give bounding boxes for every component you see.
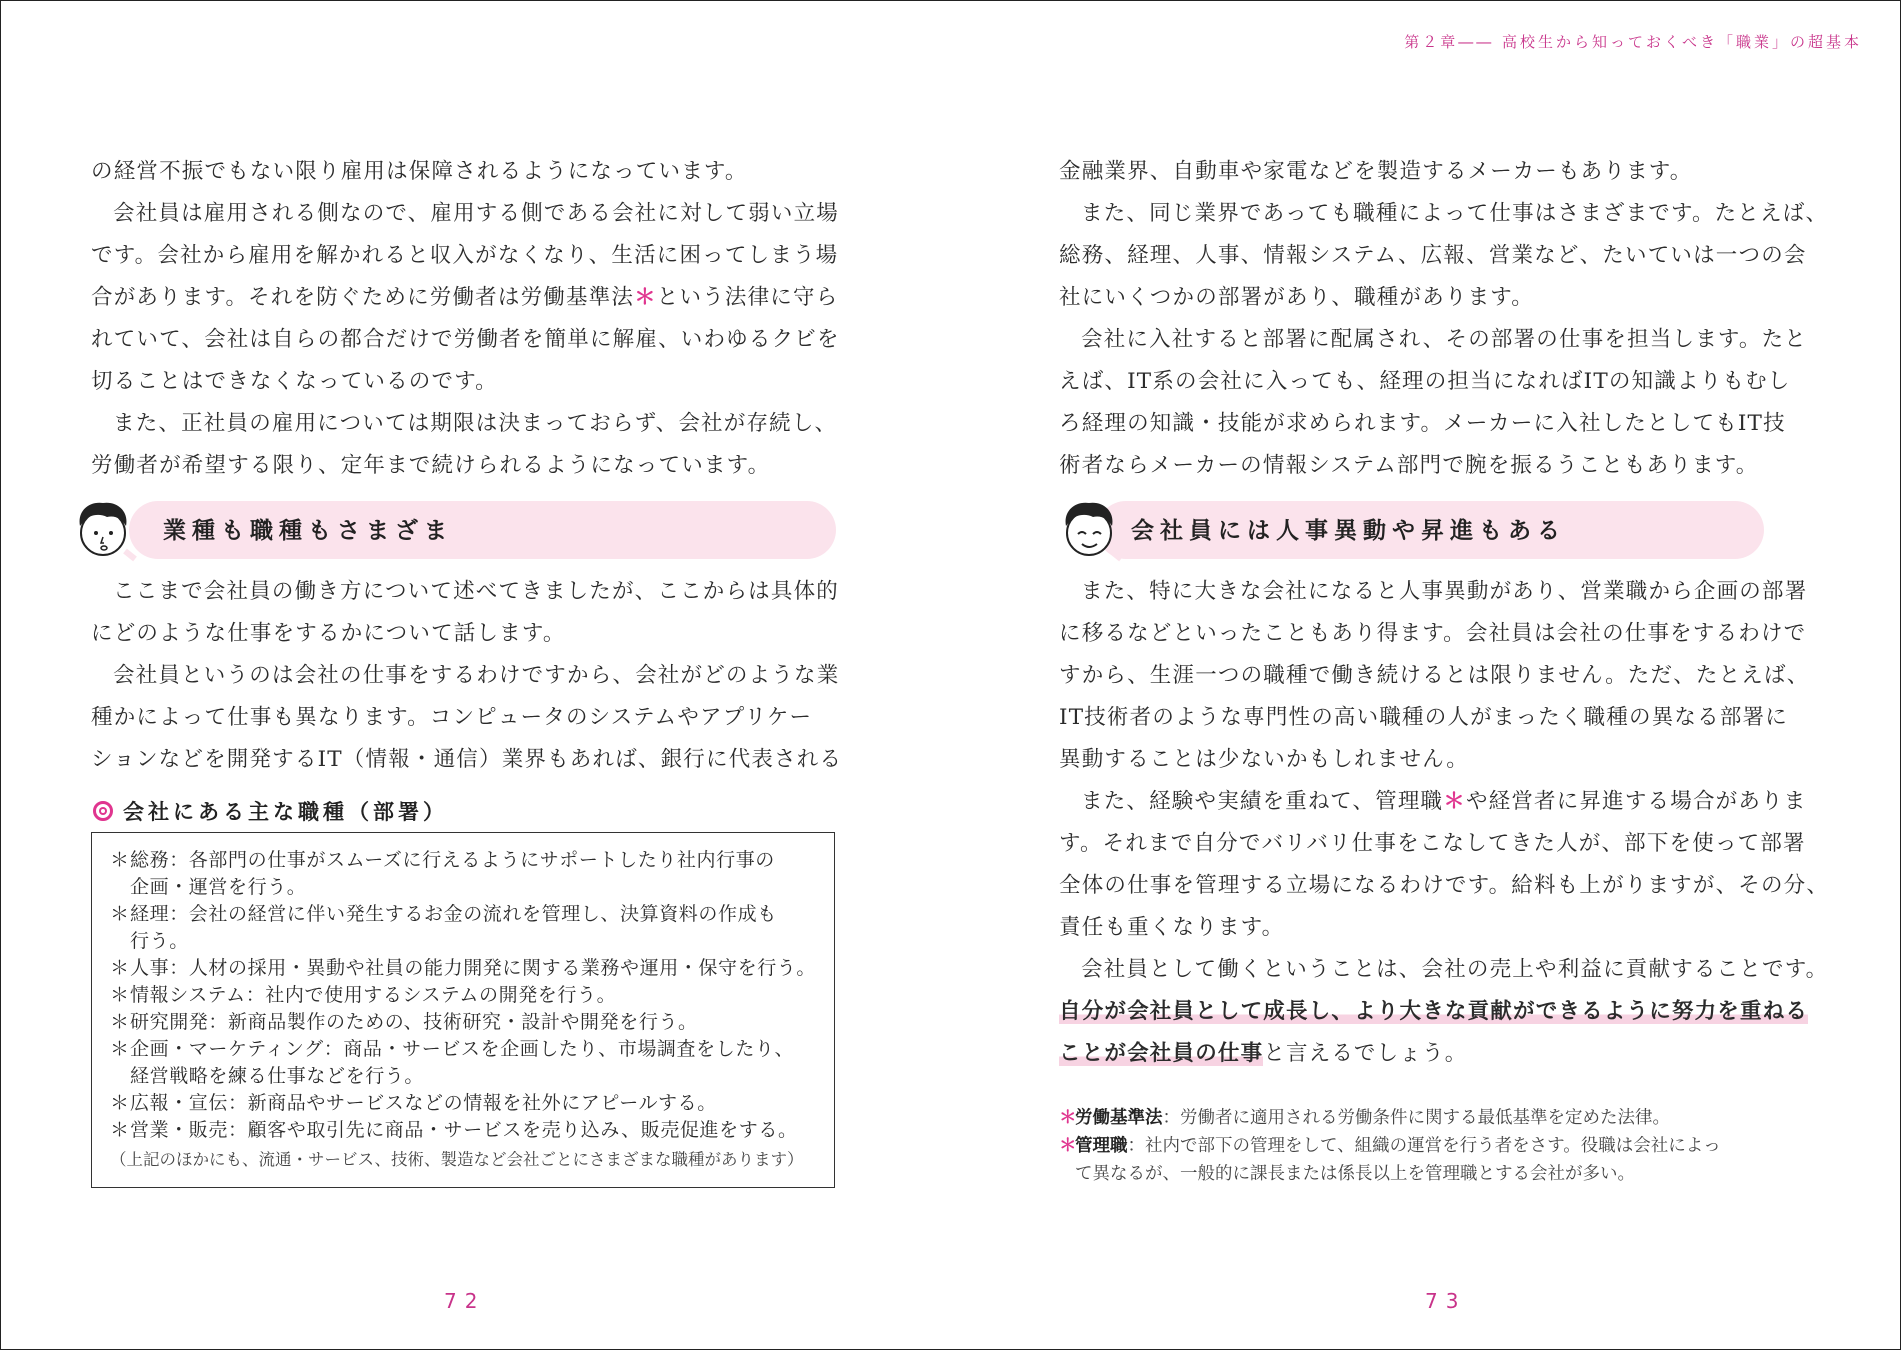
footnotes [1059,1104,1819,1188]
footnote: ＊管理職：社内で部下の管理をして、組織の運営を行う者をさす。役職は会社によっ て異なるが、一般的に課長または係長以上を管理職とする会社が多い。 [1059,1132,1819,1188]
paragraph: また、同じ業界であっても職種によって仕事はさまざまです。たとえば、 総務、経理、人事、情報システム、広報、営業など、たいていは一つの会 社にいくつかの部署があり、職種があります。 [1059,201,1829,310]
job-types-note: （上記のほかにも、流通・サービス、技術、製造など会社ごとにさまざまな職種があります） [110,1150,804,1169]
highlighted-text: ことが会社員の仕事 [1059,1041,1264,1066]
job-type-item: ＊企画・マーケティング：商品・サービスを企画したり、市場調査をしたり、 経営戦略を練る仕事などを行う。 [110,1038,795,1087]
section-heading-title: 会社員には人事異動や昇進もある [1131,518,1566,544]
paragraph: ここまで会社員の働き方について述べてきましたが、ここからは具体的 にどのような仕事をするかについて話します。 [91,579,839,646]
page-number: 72 [444,1289,486,1313]
section-heading [129,501,836,559]
highlighted-text: 自分が会社員として成長し、より大きな貢献ができるように努力を重ねる [1059,999,1809,1024]
paragraph: 会社員として働くということは、会社の売上や利益に貢献することです。 自分が会社員として成長し、より大きな貢献ができるように努力を重ねる ことが会社員の仕事と言えるでしょう。 [1059,957,1829,1066]
footnote-asterisk: ＊ [634,285,657,310]
paragraph: また、正社員の雇用については期限は決まっておらず、会社が存続し、 労働者が希望する限り、定年まで続けられるようになっています。 [91,411,838,478]
job-types-box-title: 会社にある主な職種（部署） [93,796,448,826]
job-type-item: ＊総務：各部門の仕事がスムーズに行えるようにサポートしたり社内行事の 企画・運営を行う。 [110,849,775,898]
page-number: 73 [1425,1289,1467,1313]
job-type-item: ＊研究開発：新商品製作のための、技術研究・設計や開発を行う。 [110,1011,698,1033]
paragraph: 金融業界、自動車や家電などを製造するメーカーもあります。 [1059,159,1693,184]
job-type-item: ＊人事：人材の採用・異動や社員の能力開発に関する業務や運用・保守を行う。 [110,957,817,979]
job-type-item: ＊経理：会社の経営に伴い発生するお金の流れを管理し、決算資料の作成も 行う。 [110,903,777,952]
man-face-icon [67,493,139,565]
footnote-asterisk: ＊ [1443,789,1466,814]
right-page [951,1,1900,1349]
job-type-item: ＊営業・販売：顧客や取引先に商品・サービスを売り込み、販売促進をする。 [110,1119,798,1141]
asterisk-icon: ＊ [1059,1108,1077,1128]
paragraph: 会社に入社すると部署に配属され、その部署の仕事を担当します。たと えば、IT系の会社に入っても、経理の担当になればITの知識よりもむし ろ経理の知識・技能が求められます。メーカーに入社したとしてもIT技 術者ならメーカーの情報システム部門で腕を振るうこともあります。 [1059,327,1807,478]
running-header: 第２章―― 高校生から知っておくべき「職業」の超基本 [1404,33,1862,51]
smiling-man-face-icon [1053,493,1125,565]
job-type-item: ＊情報システム：社内で使用するシステムの開発を行う。 [110,984,617,1006]
section-heading-title: 業種も職種もさまざま [163,518,453,544]
paragraph: 会社員というのは会社の仕事をするわけですから、会社がどのような業 種かによって仕事も異なります。コンピュータのシステムやアプリケー ションなどを開発するIT（情報・通信）業界もあれば、銀行に代表される [91,663,843,772]
left-page [1,1,951,1349]
section-heading [1097,501,1764,559]
paragraph: また、特に大きな会社になると人事異動があり、営業職から企画の部署 に移るなどといったこともあり得ます。会社員は会社の仕事をするわけで すから、生涯一つの職種で働き続けるとは限りません。ただ、たとえば、 IT技術者のような専門性の高い職種の人がまったく職種の異なる部署に 異動することは少ないかもしれません。 [1059,579,1810,772]
paragraph: の経営不振でもない限り雇用は保障されるようになっています。 [91,159,748,184]
paragraph: また、経験や実績を重ねて、管理職＊や経営者に昇進する場合がありま す。それまで自分でバリバリ仕事をこなしてきた人が、部下を使って部署 全体の仕事を管理する立場になるわけです。給料も上がりますが、その分、 責任も重くなります。 [1059,789,1830,940]
paragraph: 会社員は雇用される側なので、雇用する側である会社に対して弱い立場 です。会社から雇用を解かれると収入がなくなり、生活に困ってしまう場 合があります。それを防ぐために労働者は労働基準法＊という法律に守ら れていて、会社は自らの都合だけで労働者を簡単に解雇、いわゆるクビを 切ることはできなくなっているのです。 [91,201,840,394]
job-type-item: ＊広報・宣伝：新商品やサービスなどの情報を社外にアピールする。 [110,1092,717,1114]
job-types-box [91,832,835,1188]
footnote: ＊労働基準法：労働者に適用される労働条件に関する最低基準を定めた法律。 [1059,1104,1819,1132]
asterisk-icon: ＊ [1059,1136,1077,1156]
double-circle-icon [93,801,113,821]
